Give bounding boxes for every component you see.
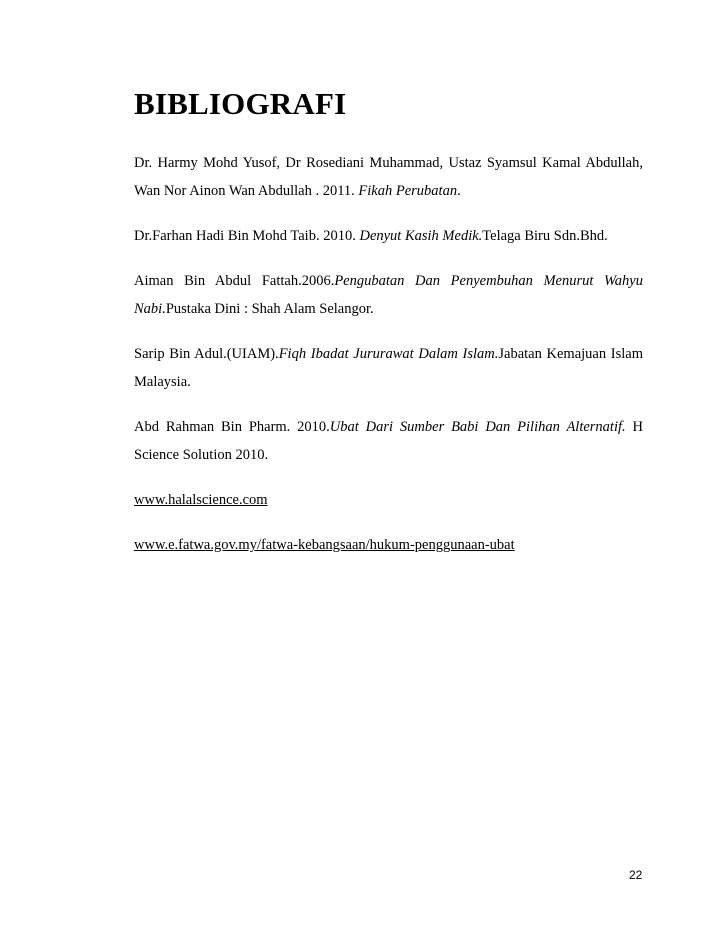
entry-publisher: Telaga Biru Sdn.Bhd. xyxy=(482,228,608,244)
entry-authors-year: Sarip Bin Adul.(UIAM). xyxy=(134,346,279,362)
entry-authors-year: Abd Rahman Bin Pharm. 2010. xyxy=(134,419,330,435)
entry-work-title: Fikah Perubatan xyxy=(358,183,458,199)
bibliography-link-entry-2 xyxy=(134,531,643,559)
entry-authors-year: Dr. Harmy Mohd Yusof, Dr Rosediani Muhammad, Ustaz Syamsul Kamal Abdullah, Wan Nor Ainon Wan Abdullah . 2011. xyxy=(134,155,643,199)
entry-authors-year: Dr.Farhan Hadi Bin Mohd Taib. 2010. xyxy=(134,228,360,244)
entry-work-title: Fiqh Ibadat Jururawat Dalam Islam. xyxy=(278,346,499,362)
entry-publisher: . xyxy=(457,183,461,199)
bibliography-link-entry-1 xyxy=(134,486,643,514)
link-halalscience[interactable]: www.halalscience.com xyxy=(134,492,268,508)
bibliography-entry-1 xyxy=(134,149,643,205)
entry-authors-year: Aiman Bin Abdul Fattah.2006. xyxy=(134,273,335,289)
bibliography-entry-4 xyxy=(134,340,643,396)
bibliography-entry-5 xyxy=(134,413,643,469)
entry-work-title: Ubat Dari Sumber Babi Dan Pilihan Alternatif. xyxy=(329,419,626,435)
entry-publisher: H Science Solution 2010. xyxy=(134,419,643,463)
entry-publisher: Jabatan Kemajuan Islam Malaysia. xyxy=(134,346,644,390)
page-number: 22 xyxy=(629,868,643,882)
link-efatwa[interactable]: www.e.fatwa.gov.my/fatwa-kebangsaan/hukum-penggunaan-ubat xyxy=(134,537,515,553)
entry-work-title: Pengubatan Dan Penyembuhan Menurut Wahyu Nabi. xyxy=(134,273,643,317)
entry-publisher: Pustaka Dini : Shah Alam Selangor. xyxy=(165,301,374,317)
page-title: BIBLIOGRAFI xyxy=(134,86,347,121)
entry-work-title: Denyut Kasih Medik. xyxy=(359,228,483,244)
bibliography-entry-3 xyxy=(134,267,643,323)
bibliography-entry-2 xyxy=(134,222,643,250)
bibliography-list xyxy=(134,149,643,576)
